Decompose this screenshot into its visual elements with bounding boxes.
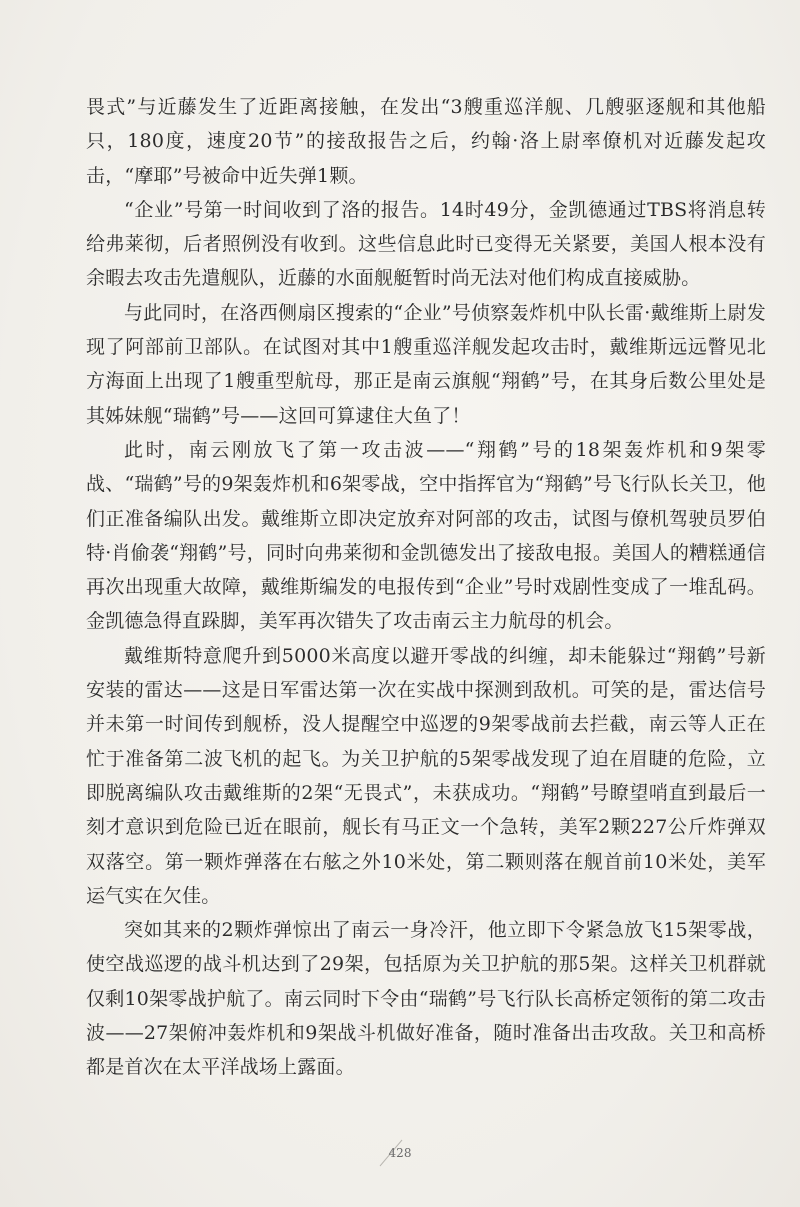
- paragraph-3: 与此同时，在洛西侧扇区搜索的“企业”号侦察轰炸机中队长雷·戴维斯上尉发现了阿部前卫部队。在试图对其中1艘重巡洋舰发起攻击时，戴维斯远远瞥见北方海面上出现了1艘重型航母，那正是南云旗舰“翔鹤”号，在其身后数公里处是其姊妹舰“瑞鹤”号——这回可算逮住大鱼了！: [86, 301, 766, 427]
- paragraph-2: “企业”号第一时间收到了洛的报告。14时49分，金凯德通过TBS将消息转给弗莱彻，后者照例没有收到。这些信息此时已变得无关紧要，美国人根本没有余暇去攻击先遣舰队，近藤的水面舰艇暂时尚无法对他们构成直接威胁。: [86, 198, 766, 290]
- page-number: 428: [388, 1146, 412, 1160]
- body-text: [86, 90, 766, 1085]
- paragraph-5: 戴维斯特意爬升到5000米高度以避开零战的纠缠，却未能躲过“翔鹤”号新安装的雷达——这是日军雷达第一次在实战中探测到敌机。可笑的是，雷达信号并未第一时间传到舰桥，没人提醒空中巡逻的9架零战前去拦截，南云等人正在忙于准备第二波飞机的起飞。为关卫护航的5架零战发现了迫在眉睫的危险，立即脱离编队攻击戴维斯的2架“无畏式”，未获成功。“翔鹤”号瞭望哨直到最后一刻才意识到危险已近在眼前，舰长有马正文一个急转，美军2颗227公斤炸弹双双落空。第一颗炸弹落在右舷之外10米处，第二颗则落在舰首前10米处，美军运气实在欠佳。: [86, 644, 766, 907]
- paragraph-6: 突如其来的2颗炸弹惊出了南云一身冷汗，他立即下令紧急放飞15架零战，使空战巡逻的战斗机达到了29架，包括原为关卫护航的那5架。这样关卫机群就仅剩10架零战护航了。南云同时下令由“瑞鹤”号飞行队长高桥定领衔的第二攻击波——27架俯冲轰炸机和9架战斗机做好准备，随时准备出击攻敌。关卫和高桥都是首次在太平洋战场上露面。: [86, 919, 766, 1079]
- paragraph-4: 此时，南云刚放飞了第一攻击波——“翔鹤”号的18架轰炸机和9架零战、“瑞鹤”号的9架轰炸机和6架零战，空中指挥官为“翔鹤”号飞行队长关卫，他们正准备编队出发。戴维斯立即决定放弃对阿部的攻击，试图与僚机驾驶员罗伯特·肖偷袭“翔鹤”号，同时向弗莱彻和金凯德发出了接敌电报。美国人的糟糕通信再次出现重大故障，戴维斯编发的电报传到“企业”号时戏剧性变成了一堆乱码。金凯德急得直跺脚，美军再次错失了攻击南云主力航母的机会。: [86, 438, 766, 633]
- paragraph-1: 畏式”与近藤发生了近距离接触，在发出“3艘重巡洋舰、几艘驱逐舰和其他船只，180度，速度20节”的接敌报告之后，约翰·洛上尉率僚机对近藤发起攻击，“摩耶”号被命中近失弹1颗。: [86, 96, 766, 187]
